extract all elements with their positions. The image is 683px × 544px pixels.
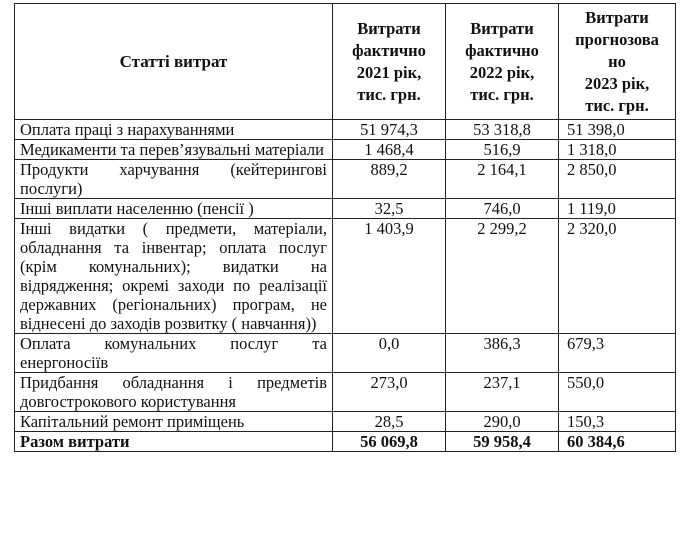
value-2023: 679,3 [559, 334, 676, 373]
value-2021: 273,0 [333, 373, 446, 412]
row-item: Продукти харчування (кейтерингові послуги) [15, 160, 333, 199]
header-2022-line: фактично [465, 40, 539, 60]
value-2023: 2 850,0 [559, 160, 676, 199]
header-item: Статті витрат [15, 4, 333, 120]
value-2021: 32,5 [333, 199, 446, 219]
header-2021 [333, 4, 446, 120]
value-2022: 746,0 [446, 199, 559, 219]
table-row [15, 120, 676, 140]
value-2021: 51 974,3 [333, 120, 446, 140]
value-2022: 386,3 [446, 334, 559, 373]
row-item: Інші виплати населенню (пенсії ) [15, 199, 333, 219]
table-row [15, 140, 676, 160]
value-2021: 1 468,4 [333, 140, 446, 160]
expenses-table [14, 3, 676, 452]
value-2023: 1 119,0 [559, 199, 676, 219]
table-row [15, 160, 676, 199]
value-2021: 1 403,9 [333, 219, 446, 334]
value-2021: 0,0 [333, 334, 446, 373]
row-item: Медикаменти та перев’язувальні матеріали [15, 140, 333, 160]
row-item: Інші видатки ( предмети, матеріали, обладнання та інвентар; оплата послуг (крім комунальних); видатки на відрядження; окремі заходи по реалізації державних (регіональних) програм, не віднесені до заходів розвитку ( навчання)) [15, 219, 333, 334]
total-label: Разом витрати [15, 432, 333, 452]
value-2023: 550,0 [559, 373, 676, 412]
header-2023-line: прогнозова [575, 29, 659, 49]
header-2023-line: 2023 рік, [584, 73, 650, 93]
total-2023: 60 384,6 [559, 432, 676, 452]
table-row [15, 373, 676, 412]
row-item: Оплата праці з нарахуваннями [15, 120, 333, 140]
value-2023: 2 320,0 [559, 219, 676, 334]
value-2022: 53 318,8 [446, 120, 559, 140]
header-2022-line: 2022 рік, [469, 62, 535, 82]
row-item: Оплата комунальних послуг та енергоносіїв [15, 334, 333, 373]
header-2022-line: Витрати [470, 18, 534, 38]
value-2023: 1 318,0 [559, 140, 676, 160]
value-2023: 150,3 [559, 412, 676, 432]
header-2021-line: тис. грн. [357, 84, 421, 104]
total-row [15, 432, 676, 452]
document-page [14, 3, 675, 539]
header-2021-line: фактично [352, 40, 426, 60]
row-item: Капітальний ремонт приміщень [15, 412, 333, 432]
header-2023-line: Витрати [585, 7, 649, 27]
table-row [15, 412, 676, 432]
header-2023-line: тис. грн. [585, 95, 649, 115]
header-2022-line: тис. грн. [470, 84, 534, 104]
value-2022: 237,1 [446, 373, 559, 412]
header-2021-line: Витрати [357, 18, 421, 38]
value-2021: 889,2 [333, 160, 446, 199]
header-2023 [559, 4, 676, 120]
value-2022: 2 299,2 [446, 219, 559, 334]
table-row [15, 219, 676, 334]
value-2021: 28,5 [333, 412, 446, 432]
header-2022 [446, 4, 559, 120]
table-row [15, 199, 676, 219]
header-2023-line: но [608, 51, 626, 71]
value-2022: 290,0 [446, 412, 559, 432]
value-2022: 2 164,1 [446, 160, 559, 199]
table-row [15, 334, 676, 373]
header-2021-line: 2021 рік, [356, 62, 422, 82]
total-2021: 56 069,8 [333, 432, 446, 452]
value-2023: 51 398,0 [559, 120, 676, 140]
header-row [15, 4, 676, 120]
total-2022: 59 958,4 [446, 432, 559, 452]
value-2022: 516,9 [446, 140, 559, 160]
row-item: Придбання обладнання і предметів довгострокового користування [15, 373, 333, 412]
